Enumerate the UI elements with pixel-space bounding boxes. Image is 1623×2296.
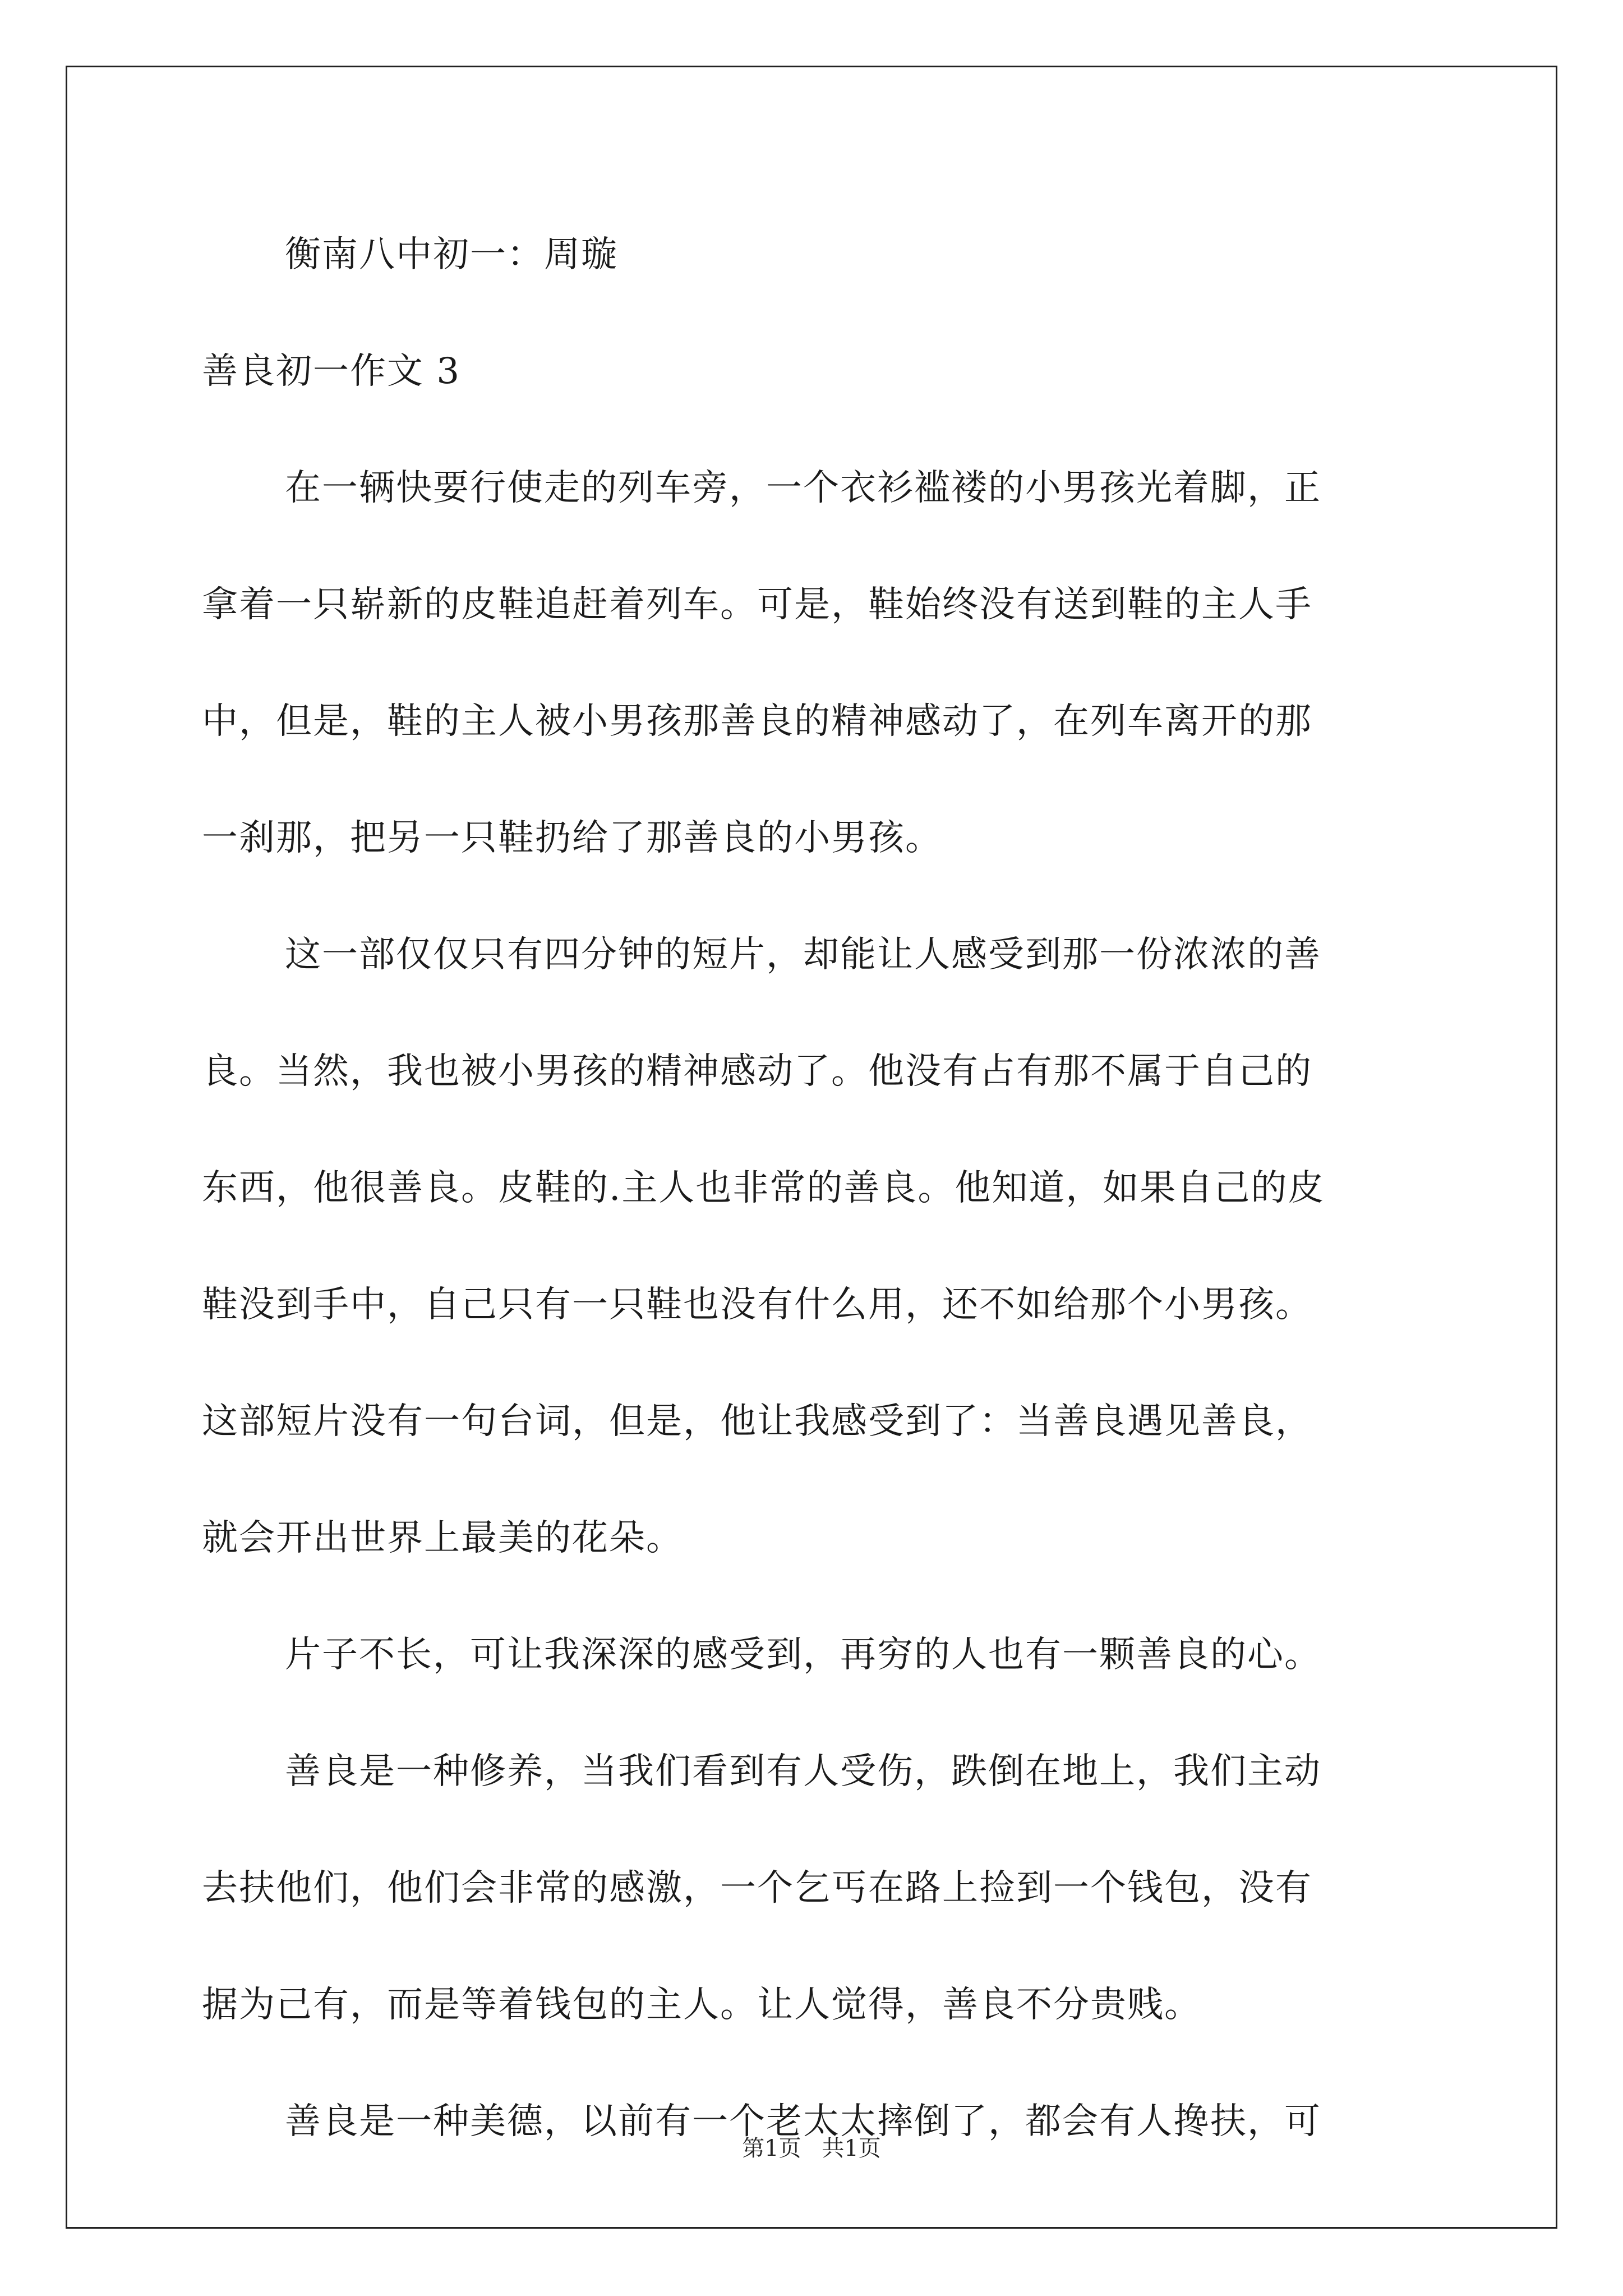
paragraph-line: 良。当然，我也被小男孩的精神感动了。他没有占有那不属于自己的 — [202, 1051, 1312, 1092]
paragraph-3 — [202, 1616, 1424, 1694]
paragraph-line: 在一辆快要行使走的列车旁，一个衣衫褴褛的小男孩光着脚，正 — [285, 467, 1321, 509]
paragraph-line: 东西，他很善良。皮鞋的.主人也非常的善良。他知道，如果自己的皮 — [202, 1167, 1325, 1209]
paragraph-line: 善良是一种美德，以前有一个老太太摔倒了，都会有人搀扶，可 — [285, 2101, 1321, 2142]
paragraph-line: 就会开出世界上最美的花朵。 — [202, 1517, 683, 1559]
paragraph-1 — [202, 449, 1424, 877]
byline: 衡南八中初一：周璇 — [285, 234, 618, 275]
paragraph-4 — [202, 1733, 1424, 2044]
paragraph-2 — [202, 916, 1424, 1577]
paragraph-line: 一刹那，把另一只鞋扔给了那善良的小男孩。 — [202, 817, 942, 859]
page-number-total: 共1页 — [822, 2136, 881, 2161]
paragraph-line: 鞋没到手中，自己只有一只鞋也没有什么用，还不如给那个小男孩。 — [202, 1284, 1312, 1326]
paragraph-line: 这一部仅仅只有四分钟的短片，却能让人感受到那一份浓浓的善 — [285, 934, 1321, 976]
paragraph-line: 去扶他们，他们会非常的感激，一个乞丐在路上捡到一个钱包，没有 — [202, 1867, 1312, 1909]
paragraph-line: 善良是一种修养，当我们看到有人受伤，跌倒在地上，我们主动 — [285, 1751, 1321, 1792]
paragraph-line: 片子不长，可让我深深的感受到，再穷的人也有一颗善良的心。 — [285, 1634, 1321, 1676]
essay-title: 善良初一作文 3 — [202, 351, 461, 392]
paragraph-line: 这部短片没有一句台词，但是，他让我感受到了：当善良遇见善良， — [202, 1401, 1312, 1442]
paragraph-line: 中，但是，鞋的主人被小男孩那善良的精神感动了，在列车离开的那 — [202, 701, 1312, 742]
page-footer — [0, 2132, 1623, 2165]
document-body — [202, 216, 1424, 2160]
paragraph-line: 拿着一只崭新的皮鞋追赶着列车。可是，鞋始终没有送到鞋的主人手 — [202, 584, 1312, 625]
page-number-current: 第1页 — [742, 2136, 801, 2161]
paragraph-line: 据为己有，而是等着钱包的主人。让人觉得，善良不分贵贱。 — [202, 1984, 1201, 2026]
